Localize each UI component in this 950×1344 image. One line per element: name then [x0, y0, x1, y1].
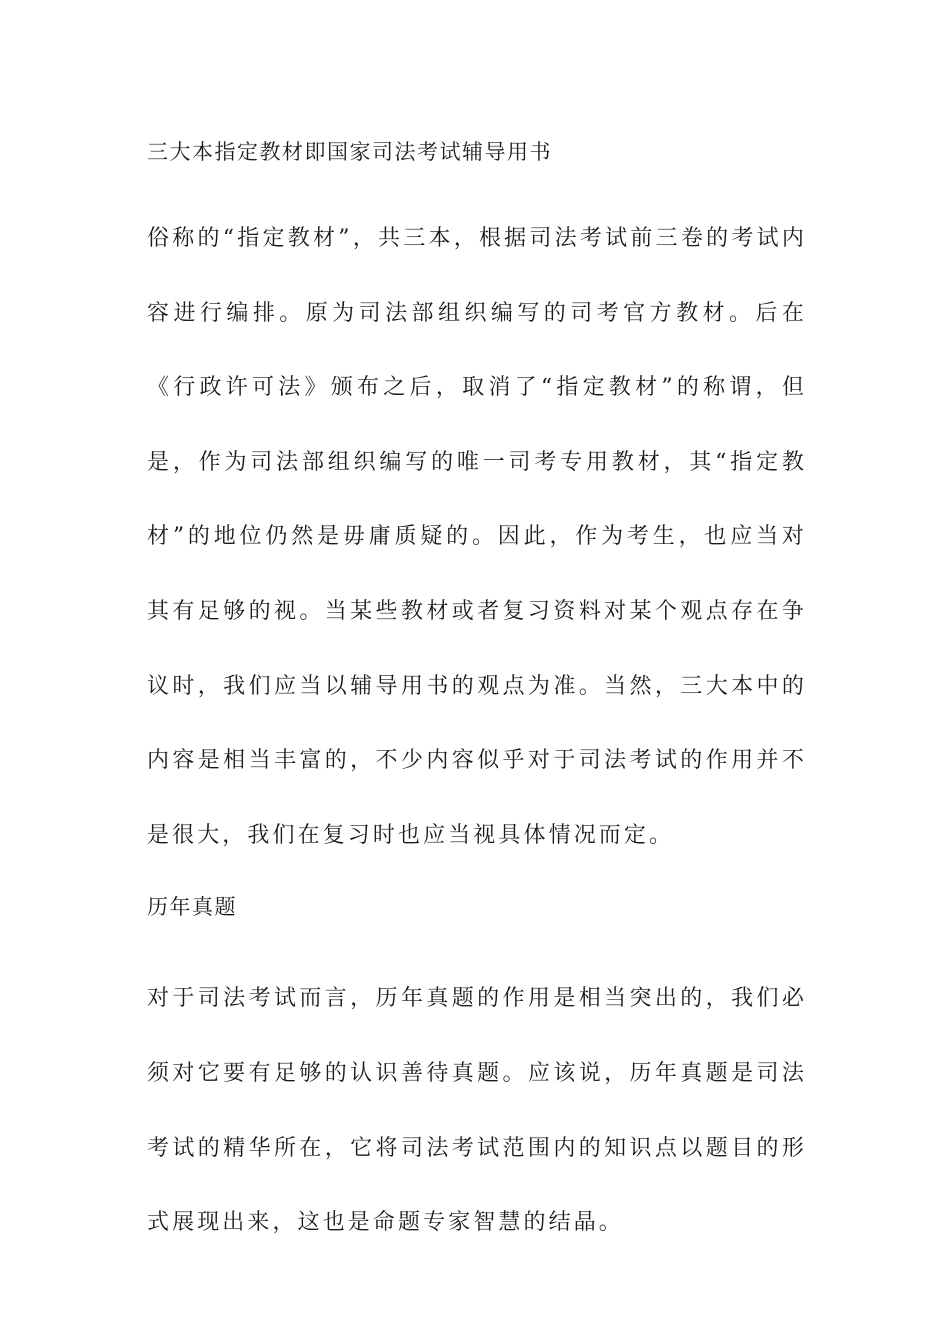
- section-paragraph-textbooks: 俗称的“指定教材”，共三本，根据司法考试前三卷的考试内容进行编排。原为司法部组织编写的司考官方教材。后在《行政许可法》颁布之后，取消了“指定教材”的称谓，但是，作为司法部组织编写的唯一司考专用教材，其“指定教材”的地位仍然是毋庸质疑的。因此，作为考生，也应当对其有足够的视。当某些教材或者复习资料对某个观点存在争议时，我们应当以辅导用书的观点为准。当然，三大本中的内容是相当丰富的，不少内容似乎对于司法考试的作用并不是很大，我们在复习时也应当视具体情况而定。: [147, 226, 807, 848]
- section-paragraph-past-exams: 对于司法考试而言，历年真题的作用是相当突出的，我们必须对它要有足够的认识善待真题。应该说，历年真题是司法考试的精华所在，它将司法考试范围内的知识点以题目的形式展现出来，这也是命题专家智慧的结晶。: [147, 986, 807, 1236]
- section-heading-past-exams: 历年真题: [147, 895, 237, 920]
- document-body: [147, 128, 807, 1261]
- section-heading-textbooks: 三大本指定教材即国家司法考试辅导用书: [147, 140, 552, 164]
